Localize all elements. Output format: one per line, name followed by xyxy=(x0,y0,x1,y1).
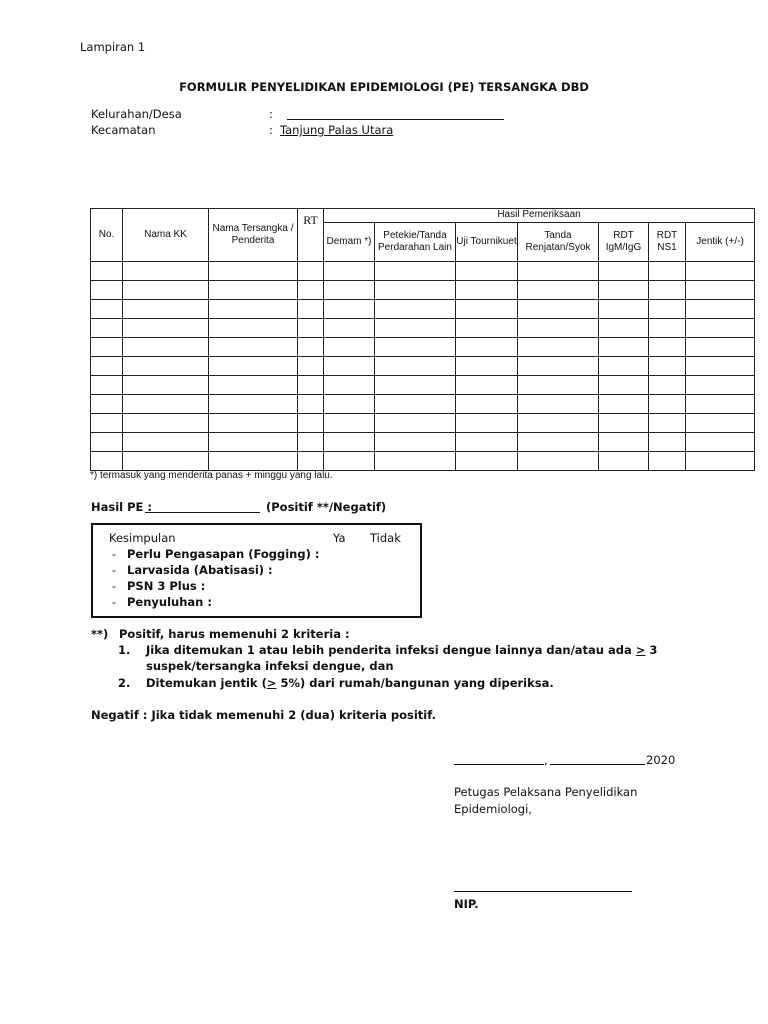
table-cell[interactable] xyxy=(649,338,686,357)
table-cell[interactable] xyxy=(599,262,649,281)
col-no: No. xyxy=(91,209,123,262)
table-row xyxy=(91,357,755,376)
table-cell[interactable] xyxy=(298,300,324,319)
table-cell[interactable] xyxy=(518,357,599,376)
table-cell[interactable] xyxy=(298,452,324,471)
table-cell[interactable] xyxy=(686,452,755,471)
table-cell[interactable] xyxy=(209,262,298,281)
kesimpulan-item-penyuluhan: - Penyuluhan : xyxy=(112,595,212,609)
table-cell[interactable] xyxy=(123,376,209,395)
date-comma: , xyxy=(544,753,548,767)
table-cell[interactable] xyxy=(375,281,456,300)
table-cell[interactable] xyxy=(456,262,518,281)
criteria-text: 5%) dari rumah/bangunan yang diperiksa. xyxy=(276,676,554,690)
criteria-text: 3 xyxy=(645,643,658,657)
table-cell[interactable] xyxy=(599,300,649,319)
table-cell[interactable] xyxy=(649,357,686,376)
table-cell[interactable] xyxy=(324,300,375,319)
greater-equal-symbol: > xyxy=(635,643,646,657)
kesimpulan-item-fogging: - Perlu Pengasapan (Fogging) : xyxy=(112,547,320,561)
table-cell[interactable] xyxy=(649,414,686,433)
table-cell[interactable] xyxy=(209,376,298,395)
col-rdt-igm: RDT IgM/IgG xyxy=(599,223,649,262)
kelurahan-colon: : xyxy=(269,107,273,121)
table-cell[interactable] xyxy=(456,395,518,414)
attachment-label: Lampiran 1 xyxy=(80,40,146,54)
table-cell[interactable] xyxy=(91,300,123,319)
kesimpulan-item-psn: - PSN 3 Plus : xyxy=(112,579,206,593)
table-cell[interactable] xyxy=(456,376,518,395)
criteria-text: Ditemukan jentik ( xyxy=(146,676,267,690)
table-cell[interactable] xyxy=(518,262,599,281)
form-title: FORMULIR PENYELIDIKAN EPIDEMIOLOGI (PE) TERSANGKA DBD xyxy=(179,80,589,94)
col-uji-tournikuet: Uji Tournikuet xyxy=(456,223,518,262)
date-year: 2020 xyxy=(646,753,676,767)
kesimpulan-item-label: Perlu Pengasapan (Fogging) : xyxy=(127,547,320,561)
table-cell[interactable] xyxy=(123,319,209,338)
date-place-field[interactable] xyxy=(454,764,544,765)
table-cell[interactable] xyxy=(518,414,599,433)
table-row xyxy=(91,262,755,281)
criteria-text: Jika ditemukan 1 atau lebih penderita infeksi dengue lainnya dan/atau ada xyxy=(146,643,636,657)
table-cell[interactable] xyxy=(123,452,209,471)
table-cell[interactable] xyxy=(649,395,686,414)
criteria-item-1-line-1 xyxy=(146,643,657,657)
officer-role-line-1: Petugas Pelaksana Penyelidikan xyxy=(454,785,638,799)
table-cell[interactable] xyxy=(298,357,324,376)
table-cell[interactable] xyxy=(456,338,518,357)
col-jentik: Jentik (+/-) xyxy=(686,223,755,262)
table-cell[interactable] xyxy=(375,262,456,281)
table-cell[interactable] xyxy=(209,395,298,414)
criteria-item-1-line-2: suspek/tersangka infeksi dengue, dan xyxy=(146,659,394,673)
table-cell[interactable] xyxy=(298,414,324,433)
table-cell[interactable] xyxy=(324,433,375,452)
table-row xyxy=(91,281,755,300)
table-cell[interactable] xyxy=(324,338,375,357)
table-row xyxy=(91,376,755,395)
table-cell[interactable] xyxy=(456,319,518,338)
nip-label: NIP. xyxy=(454,897,479,911)
table-cell[interactable] xyxy=(649,452,686,471)
col-group-hasil-pemeriksaan: Hasil Pemeriksaan xyxy=(324,209,755,223)
table-cell[interactable] xyxy=(686,414,755,433)
table-cell[interactable] xyxy=(91,433,123,452)
criteria-item-1-number: 1. xyxy=(118,643,131,657)
table-cell[interactable] xyxy=(599,357,649,376)
table-cell[interactable] xyxy=(123,414,209,433)
table-cell[interactable] xyxy=(518,433,599,452)
table-cell[interactable] xyxy=(649,300,686,319)
table-cell[interactable] xyxy=(649,376,686,395)
col-tanda-renjatan: Tanda Renjatan/Syok xyxy=(518,223,599,262)
table-cell[interactable] xyxy=(91,395,123,414)
table-cell[interactable] xyxy=(123,300,209,319)
kecamatan-colon: : xyxy=(269,123,273,137)
table-cell[interactable] xyxy=(375,376,456,395)
table-cell[interactable] xyxy=(91,338,123,357)
table-cell[interactable] xyxy=(518,395,599,414)
table-cell[interactable] xyxy=(324,376,375,395)
table-cell[interactable] xyxy=(91,262,123,281)
table-cell[interactable] xyxy=(298,433,324,452)
table-row xyxy=(91,395,755,414)
col-rt: RT xyxy=(298,209,324,262)
table-cell[interactable] xyxy=(686,319,755,338)
table-row xyxy=(91,452,755,471)
kesimpulan-title: Kesimpulan xyxy=(109,531,176,545)
table-cell[interactable] xyxy=(599,338,649,357)
investigation-table xyxy=(90,208,755,471)
hasil-pe-field[interactable] xyxy=(145,512,260,513)
kecamatan-label: Kecamatan xyxy=(91,123,156,137)
table-cell[interactable] xyxy=(599,281,649,300)
table-cell[interactable] xyxy=(324,319,375,338)
col-rdt-ns1: RDT NS1 xyxy=(649,223,686,262)
table-cell[interactable] xyxy=(599,376,649,395)
table-cell[interactable] xyxy=(649,433,686,452)
kelurahan-label: Kelurahan/Desa xyxy=(91,107,182,121)
table-row xyxy=(91,414,755,433)
table-cell[interactable] xyxy=(324,357,375,376)
table-row xyxy=(91,319,755,338)
officer-role-line-2: Epidemiologi, xyxy=(454,802,532,816)
table-cell[interactable] xyxy=(375,433,456,452)
kesimpulan-item-label: Larvasida (Abatisasi) : xyxy=(127,563,273,577)
criteria-item-2 xyxy=(146,676,554,690)
table-cell[interactable] xyxy=(686,262,755,281)
criteria-marker: **) xyxy=(91,627,109,641)
table-cell[interactable] xyxy=(456,433,518,452)
date-field[interactable] xyxy=(550,764,645,765)
criteria-item-2-number: 2. xyxy=(118,676,131,690)
col-petekie: Petekie/Tanda Perdarahan Lain xyxy=(375,223,456,262)
table-cell[interactable] xyxy=(298,376,324,395)
table-cell[interactable] xyxy=(123,281,209,300)
table-cell[interactable] xyxy=(599,395,649,414)
hasil-pe-note: (Positif **/Negatif) xyxy=(266,500,387,514)
table-footnote: *) termasuk yang menderita panas + minggu yang lalu. xyxy=(90,470,333,481)
table-cell[interactable] xyxy=(209,300,298,319)
table-cell[interactable] xyxy=(298,338,324,357)
table-cell[interactable] xyxy=(91,319,123,338)
table-cell[interactable] xyxy=(91,414,123,433)
table-cell[interactable] xyxy=(686,376,755,395)
table-cell[interactable] xyxy=(324,414,375,433)
table-cell[interactable] xyxy=(209,414,298,433)
hasil-pe-label: Hasil PE : xyxy=(91,500,153,514)
table-cell[interactable] xyxy=(518,281,599,300)
greater-equal-symbol: > xyxy=(266,676,277,690)
table-cell[interactable] xyxy=(686,433,755,452)
table-cell[interactable] xyxy=(686,300,755,319)
negatif-definition: Negatif : Jika tidak memenuhi 2 (dua) kriteria positif. xyxy=(91,708,436,722)
table-cell[interactable] xyxy=(375,357,456,376)
table-cell[interactable] xyxy=(123,338,209,357)
kesimpulan-item-label: PSN 3 Plus : xyxy=(127,579,206,593)
table-cell[interactable] xyxy=(456,300,518,319)
table-row xyxy=(91,338,755,357)
table-cell[interactable] xyxy=(375,414,456,433)
table-cell[interactable] xyxy=(649,319,686,338)
table-cell[interactable] xyxy=(324,395,375,414)
table-cell[interactable] xyxy=(518,338,599,357)
table-cell[interactable] xyxy=(123,262,209,281)
table-cell[interactable] xyxy=(375,319,456,338)
col-demam: Demam *) xyxy=(324,223,375,262)
table-cell[interactable] xyxy=(375,300,456,319)
table-cell[interactable] xyxy=(209,433,298,452)
table-cell[interactable] xyxy=(123,433,209,452)
table-cell[interactable] xyxy=(518,319,599,338)
kecamatan-value[interactable]: Tanjung Palas Utara xyxy=(280,123,394,137)
col-nama-tersangka: Nama Tersangka / Penderita xyxy=(209,209,298,262)
kesimpulan-item-larvasida: - Larvasida (Abatisasi) : xyxy=(112,563,273,577)
table-row xyxy=(91,300,755,319)
table-cell[interactable] xyxy=(599,414,649,433)
table-cell[interactable] xyxy=(518,300,599,319)
table-cell[interactable] xyxy=(518,452,599,471)
criteria-heading: Positif, harus memenuhi 2 kriteria : xyxy=(119,627,350,641)
table-cell[interactable] xyxy=(209,357,298,376)
table-cell[interactable] xyxy=(649,262,686,281)
table-cell[interactable] xyxy=(324,281,375,300)
table-cell[interactable] xyxy=(298,262,324,281)
table-cell[interactable] xyxy=(599,319,649,338)
table-cell[interactable] xyxy=(324,452,375,471)
table-cell[interactable] xyxy=(375,452,456,471)
table-cell[interactable] xyxy=(686,357,755,376)
table-row xyxy=(91,433,755,452)
table-cell[interactable] xyxy=(686,395,755,414)
table-cell[interactable] xyxy=(686,338,755,357)
table-cell[interactable] xyxy=(91,357,123,376)
table-cell[interactable] xyxy=(456,414,518,433)
table-cell[interactable] xyxy=(91,281,123,300)
col-nama-kk: Nama KK xyxy=(123,209,209,262)
table-cell[interactable] xyxy=(91,376,123,395)
table-cell[interactable] xyxy=(375,338,456,357)
table-cell[interactable] xyxy=(209,281,298,300)
kesimpulan-tidak-header: Tidak xyxy=(370,531,401,545)
table-cell[interactable] xyxy=(375,395,456,414)
table-cell[interactable] xyxy=(456,452,518,471)
table-cell[interactable] xyxy=(456,357,518,376)
table-cell[interactable] xyxy=(518,376,599,395)
table-cell[interactable] xyxy=(209,338,298,357)
kesimpulan-ya-header: Ya xyxy=(333,531,346,545)
table-cell[interactable] xyxy=(298,319,324,338)
table-cell[interactable] xyxy=(91,452,123,471)
table-cell[interactable] xyxy=(298,281,324,300)
signature-field[interactable] xyxy=(454,891,632,892)
table-cell[interactable] xyxy=(456,281,518,300)
table-cell[interactable] xyxy=(599,433,649,452)
table-cell[interactable] xyxy=(686,281,755,300)
table-cell[interactable] xyxy=(298,395,324,414)
table-cell[interactable] xyxy=(209,452,298,471)
kesimpulan-item-label: Penyuluhan : xyxy=(127,595,212,609)
table-cell[interactable] xyxy=(649,281,686,300)
table-cell[interactable] xyxy=(123,357,209,376)
table-cell[interactable] xyxy=(324,262,375,281)
table-cell[interactable] xyxy=(209,319,298,338)
table-cell[interactable] xyxy=(123,395,209,414)
table-cell[interactable] xyxy=(599,452,649,471)
kelurahan-field[interactable] xyxy=(287,119,504,120)
